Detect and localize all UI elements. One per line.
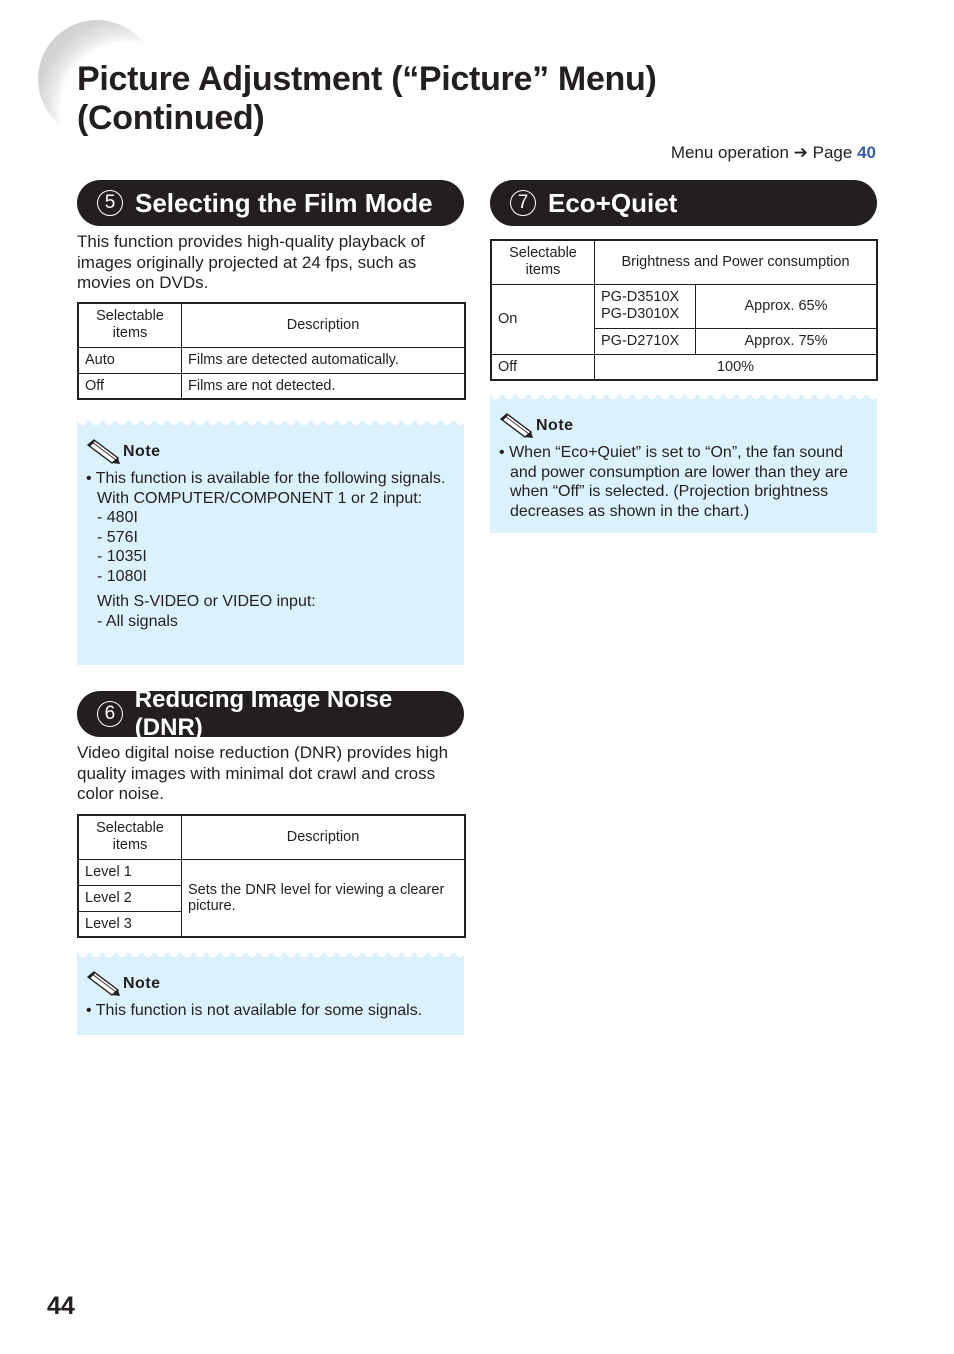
film-mode-heading: 5 Selecting the Film Mode [77,180,464,226]
dnr-table: Selectable items Description Level 1 Sets the DNR level for viewing a clearer picture. Level 2 Level 3 [77,814,466,938]
table-row: Auto Films are detected automatically. [78,347,465,373]
section-number-badge: 7 [510,190,536,216]
eco-quiet-note: Note • When “Eco+Quiet” is set to “On”, the fan sound and power consumption are lower than they are when “Off” is selected. (Projection brightness decreases as shown in the chart.) [490,395,877,533]
page-number: 44 [47,1292,75,1320]
dnr-heading: 6 Reducing Image Noise (DNR) [77,691,464,737]
eco-quiet-table: Selectable items Brightness and Power consumption On PG-D3510X PG-D3010X Approx. 65% PG-D2710X Approx. 75% Off 100% [490,239,878,381]
table-row: Level 1 Sets the DNR level for viewing a clearer picture. [78,859,465,885]
menu-operation-reference: Menu operation ➔ Page 40 [670,143,876,162]
table-row: Level 2 [78,885,465,911]
dnr-intro: Video digital noise reduction (DNR) provides high quality images with minimal dot crawl and cross color noise. [77,743,449,803]
page-link[interactable]: 40 [857,143,876,162]
section-number-badge: 6 [97,701,123,727]
table-row: PG-D2710X Approx. 75% [491,328,877,354]
section-number-badge: 5 [97,190,123,216]
table-row: Off Films are not detected. [78,373,465,399]
table-row: Off 100% [491,354,877,380]
film-mode-intro: This function provides high-quality playback of images originally projected at 24 fps, such as movies on DVDs. [77,232,425,292]
pencil-icon [85,439,121,465]
dnr-note: Note • This function is not available for some signals. [77,953,464,1035]
table-row: Level 3 [78,911,465,937]
film-mode-table: Selectable items Description Auto Films are detected automatically. Off Films are not detected. [77,302,466,400]
pencil-icon [498,413,534,439]
eco-quiet-heading: 7 Eco+Quiet [490,180,877,226]
pencil-icon [85,971,121,997]
page-title: Picture Adjustment (“Picture” Menu) (Continued) [77,60,657,137]
table-row: On PG-D3510X PG-D3010X Approx. 65% [491,284,877,328]
film-mode-note: Note • This function is available for the following signals. With COMPUTER/COMPONENT 1 or 2 input: - 480I - 576I - 1035I - 1080I With S-VIDEO or VIDEO input: - All signals [77,421,464,665]
